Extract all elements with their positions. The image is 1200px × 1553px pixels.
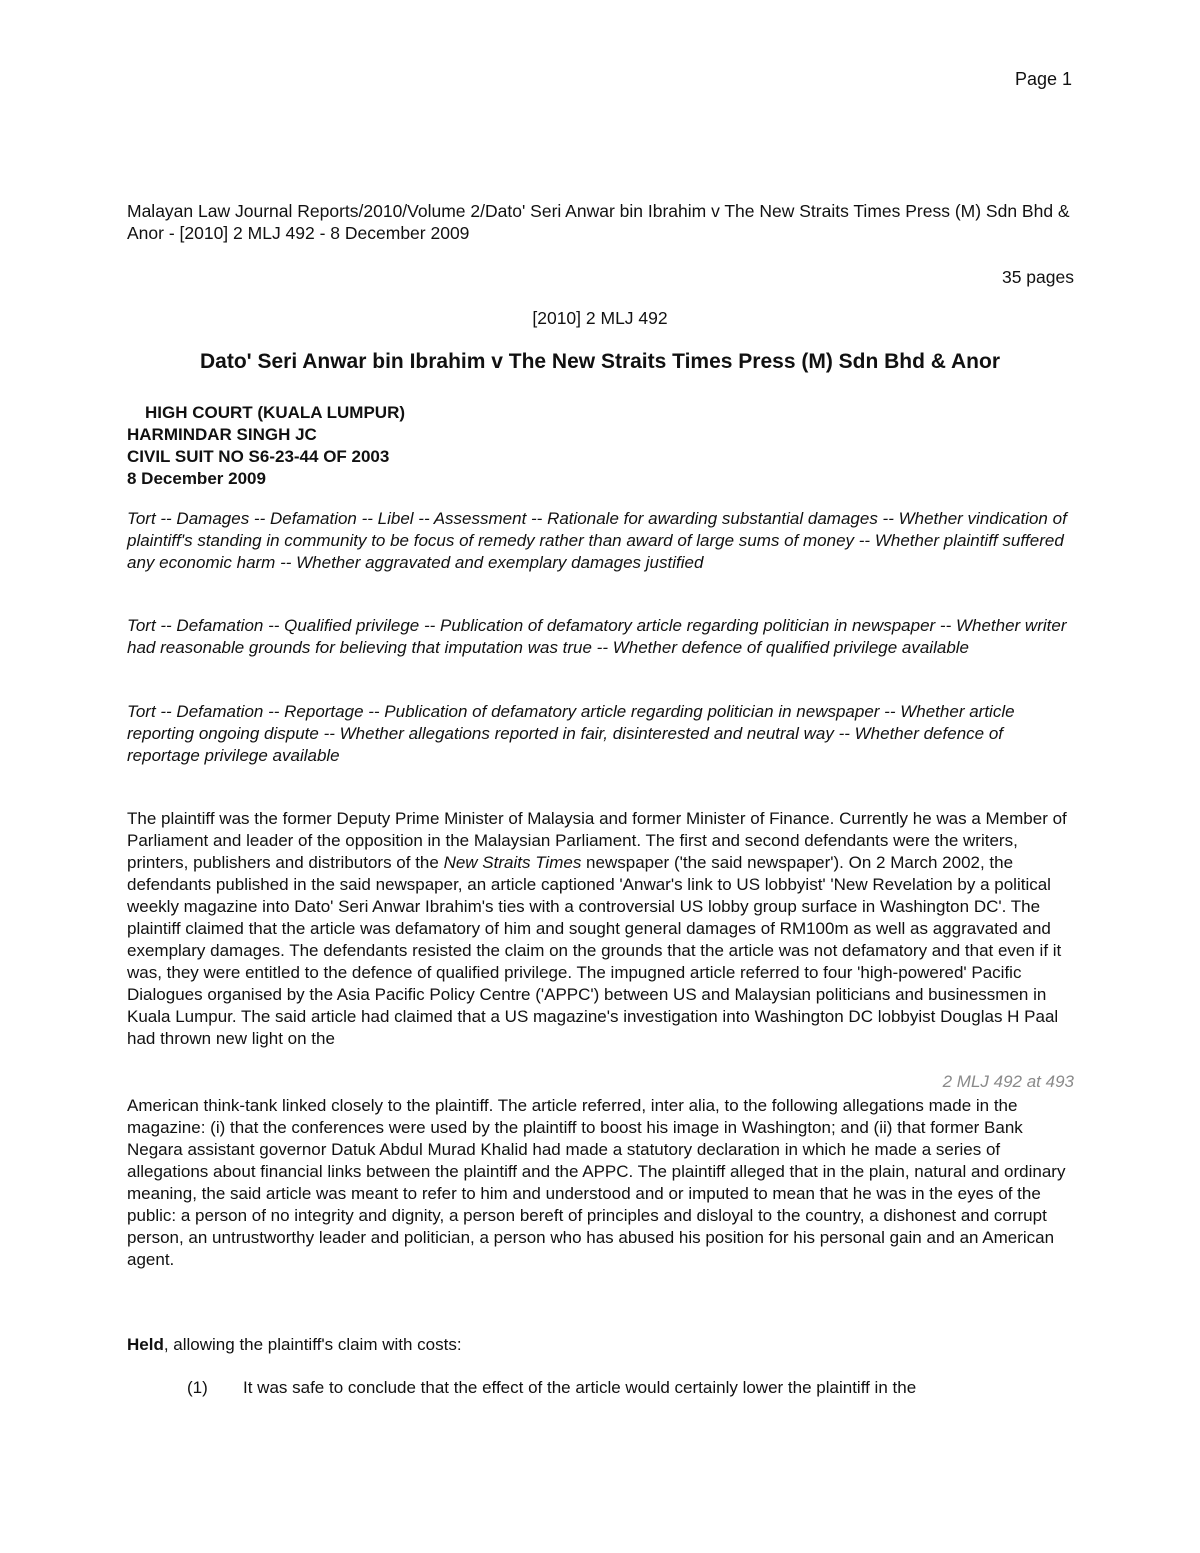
catchword-paragraph: Tort -- Defamation -- Reportage -- Publication of defamatory article regarding politician in newspaper -- Whether article reporting ongoing dispute -- Whether allegations reported in fair, disinterested and neutral way -- Whether defence of reportage privilege available bbox=[127, 702, 1015, 765]
page-count: 35 pages bbox=[1001, 267, 1074, 287]
newspaper-name: New Straits Times bbox=[443, 853, 582, 872]
page-number: Page 1 bbox=[1014, 69, 1072, 89]
held-item-number: (1) bbox=[187, 1378, 208, 1397]
summary-text: The plaintiff was the former Deputy Prime Minister of Malaysia and former Minister of Finance. Currently he was a Member of Parliament and leader of the opposition in the Malaysian Parliament. The first and second defendants were the writers, printers, publishers and distributors of the bbox=[127, 809, 1067, 872]
held-item-text: It was safe to conclude that the effect of the article would certainly lower the plaintiff in the bbox=[243, 1378, 917, 1397]
court-block bbox=[127, 402, 405, 490]
summary-text: newspaper ('the said newspaper'). On 2 March 2002, the defendants published in the said newspaper, an article captioned 'Anwar's link to US lobbyist' 'New Revelation by a political weekly magazine into Dato' Seri Anwar Ibrahim's ties with a controversial US lobby group surface in Washington DC'. The plaintiff claimed that the article was defamatory of him and sought general damages of RM100m as well as aggravated and exemplary damages. The defendants resisted the claim on the grounds that the article was not defamatory and that even if it was, they were entitled to the defence of qualified privilege. The impugned article referred to four 'high-powered' Pacific Dialogues organised by the Asia Pacific Policy Centre ('APPC') between US and Malaysian politicians and businessmen in Kuala Lumpur. The said article had claimed that a US magazine's investigation into Washington DC lobbyist Douglas H Paal had thrown new light on the bbox=[127, 853, 1062, 1048]
page-marker: 2 MLJ 492 at 493 bbox=[942, 1072, 1074, 1091]
held-intro bbox=[127, 1335, 462, 1355]
held-label: Held bbox=[127, 1335, 164, 1354]
judgment-date: 8 December 2009 bbox=[127, 469, 266, 488]
report-citation: [2010] 2 MLJ 492 bbox=[532, 308, 668, 328]
judge-name: HARMINDAR SINGH JC bbox=[127, 425, 317, 444]
court-name: HIGH COURT (KUALA LUMPUR) bbox=[145, 403, 406, 422]
case-title: Dato' Seri Anwar bin Ibrahim v The New Straits Times Press (M) Sdn Bhd & Anor bbox=[199, 350, 1001, 373]
suit-number: CIVIL SUIT NO S6-23-44 OF 2003 bbox=[127, 447, 390, 466]
citation-line: Malayan Law Journal Reports/2010/Volume 2/Dato' Seri Anwar bin Ibrahim v The New Straits Times Press (M) Sdn Bhd & Anor - [2010] 2 MLJ 492 - 8 December 2009 bbox=[127, 201, 1070, 243]
held-list-item bbox=[187, 1378, 1087, 1398]
summary-paragraph bbox=[127, 808, 1082, 1050]
catchword-paragraph: Tort -- Damages -- Defamation -- Libel -- Assessment -- Rationale for awarding substantial damages -- Whether vindication of plaintiff's standing in community to be focus of remedy rather than award of large sums of money -- Whether plaintiff suffered any economic harm -- Whether aggravated and exemplary damages justified bbox=[127, 509, 1067, 572]
catchword-paragraph: Tort -- Defamation -- Qualified privilege -- Publication of defamatory article regarding politician in newspaper -- Whether writer had reasonable grounds for believing that imputation was true -- Whether defence of qualified privilege available bbox=[127, 616, 1067, 657]
held-text: , allowing the plaintiff's claim with costs: bbox=[163, 1335, 462, 1354]
summary-paragraph: American think-tank linked closely to the plaintiff. The article referred, inter alia, to the following allegations made in the magazine: (i) that the conferences were used by the plaintiff to boost his image in Washington; and (ii) that former Bank Negara assistant governor Datuk Abdul Murad Khalid had made a statutory declaration in which he made a series of allegations about financial links between the plaintiff and the APPC. The plaintiff alleged that in the plain, natural and ordinary meaning, the said article was meant to refer to him and understood and or imputed to mean that he was in the eyes of the public: a person of no integrity and dignity, a person bereft of principles and disloyal to the country, a dishonest and corrupt person, an untrustworthy leader and politician, a person who has abused his position for his personal gain and an American agent. bbox=[127, 1096, 1066, 1269]
